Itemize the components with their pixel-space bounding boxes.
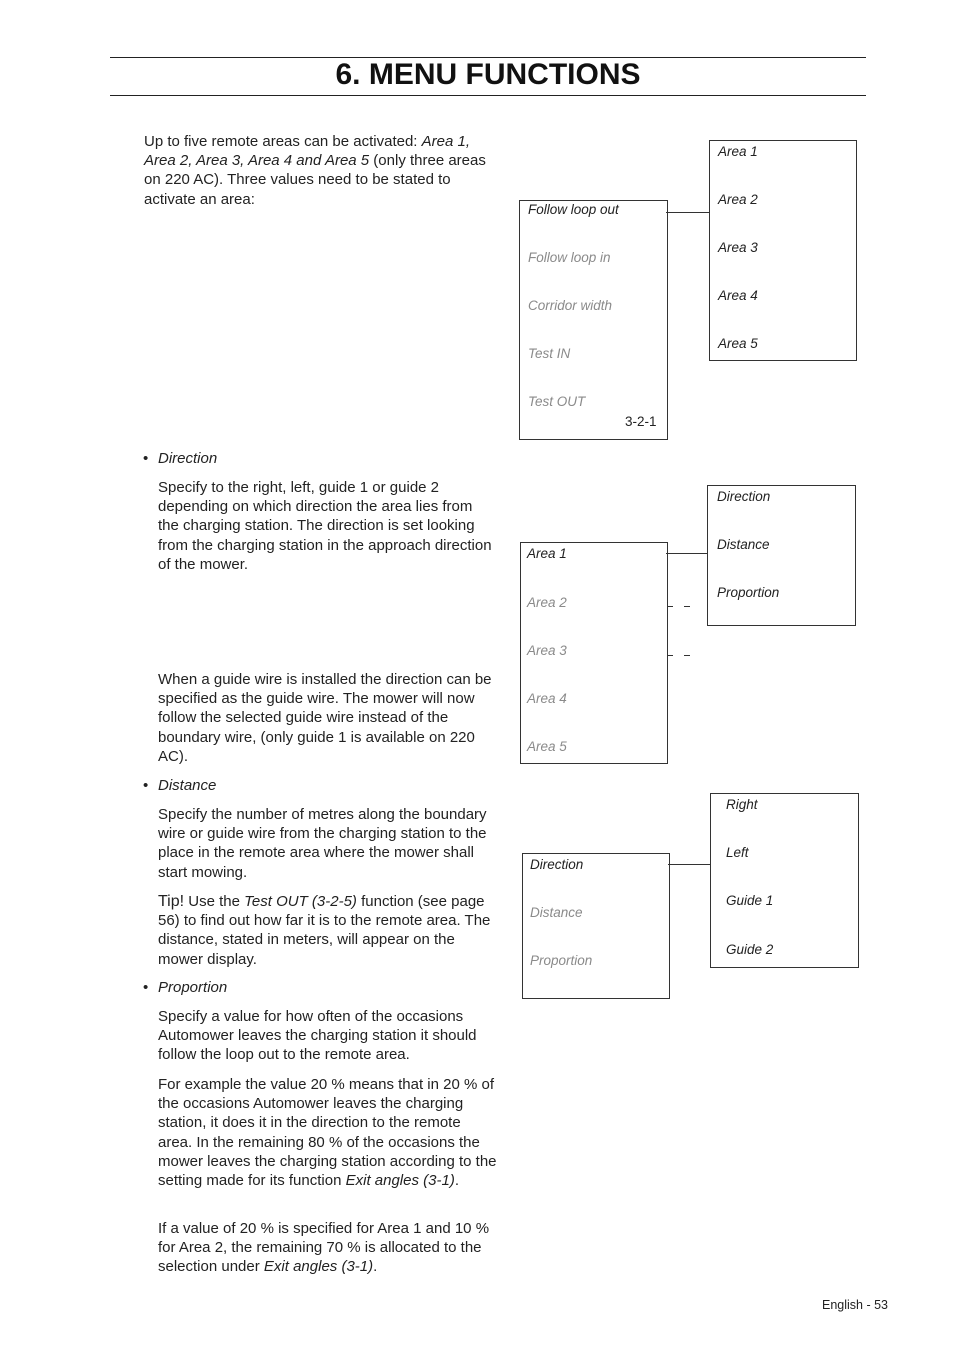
menu-item-area-2: Area 2 [527,595,567,610]
submenu-item-proportion: Proportion [717,585,780,600]
connector-line [668,864,710,865]
connector-line [666,212,709,213]
menu-item-test-out: Test OUT [528,394,586,409]
tip-paragraph [158,892,498,969]
proportion-bullet: • [143,979,149,996]
submenu-item-left: Left [726,845,749,860]
intro-text-2: (only three areas on 220 AC). Three values need to be stated to activate an area: [144,152,486,208]
submenu-item-area-1: Area 1 [718,144,758,159]
menu-item-follow-loop-in: Follow loop in [528,250,611,265]
connector-tick [667,606,673,607]
intro-paragraph [144,132,496,209]
submenu-box-areas [709,140,857,361]
menu-item-direction: Direction [530,857,584,872]
menu-item-distance: Distance [530,905,583,920]
proportion-paragraph-1: Specify a value for how often of the occasions Automower leaves the charging station it should follow the loop out to the remote area. [158,1008,477,1064]
submenu-item-right: Right [726,797,758,812]
menu-box-areas [520,542,668,764]
distance-paragraph: Specify the number of metres along the boundary wire or guide wire from the charging station to the place in the remote area where the mower shall start mowing. [158,806,487,881]
submenu-item-guide-1: Guide 1 [726,893,774,908]
direction-bullet: • [143,450,149,467]
menu-item-proportion: Proportion [530,953,593,968]
distance-bullet: • [143,777,149,794]
intro-areas: Area 1, Area 2, Area 3, Area 4 and Area 5 [144,133,471,170]
intro-text-1: Up to five remote areas can be activated: [144,133,422,150]
menu-box-settings [522,853,670,999]
tip-word: Tip! [158,893,185,910]
connector-line [666,553,707,554]
submenu-item-distance: Distance [717,537,770,552]
menu-item-area-3: Area 3 [527,643,567,658]
menu-item-corridor-width: Corridor width [528,298,613,313]
connector-tick [684,606,690,607]
menu-item-area-1: Area 1 [527,546,567,561]
menu-box-follow-loop [519,200,668,440]
menu-item-area-5: Area 5 [527,739,567,754]
submenu-item-direction: Direction [717,489,771,504]
tip-text-b: function (see page 56) to find out how far it is to the remote area. The distance, stated in meters, will appear on the mower display. [158,893,491,968]
proportion-p3-a: If a value of 20 % is specified for Area 1 and 10 % for Area 2, the remaining 70 % is allocated to the selection under [158,1220,490,1276]
direction-label: Direction [158,450,218,467]
menu-code: 3-2-1 [625,414,657,429]
proportion-p2-a: For example the value 20 % means that in 20 % of the occasions Automower leaves the charging station, it does it in the direction to the remote area. In the remaining 80 % of the occasions the mower leaves the charging station according to the setting made for its function [158,1076,497,1190]
tip-text-a: Use the [184,893,245,910]
header-rule-bottom [110,95,866,96]
submenu-item-guide-2: Guide 2 [726,942,774,957]
submenu-box-area-settings [707,485,856,626]
direction-paragraph-2: When a guide wire is installed the direction can be specified as the guide wire. The mower will now follow the selected guide wire instead of the boundary wire, (only guide 1 is available on 220 AC). [158,671,492,765]
menu-item-area-4: Area 4 [527,691,567,706]
proportion-p3-b: . [373,1258,378,1276]
submenu-box-directions [710,793,859,968]
direction-paragraph-1: Specify to the right, left, guide 1 or guide 2 depending on which direction the area lies from the charging station. The direction is set looking from the charging station in the approach direction of the mower. [158,479,492,573]
page-title: 6. MENU FUNCTIONS [335,58,641,91]
proportion-p2-b: . [454,1172,459,1190]
submenu-item-area-5: Area 5 [718,336,758,351]
connector-tick [684,655,690,656]
page-number: English - 53 [822,1298,889,1312]
submenu-item-area-2: Area 2 [718,192,758,207]
submenu-item-area-3: Area 3 [718,240,758,255]
proportion-paragraph-3 [158,1219,498,1277]
proportion-label: Proportion [158,979,228,996]
proportion-paragraph-2 [158,1075,498,1190]
proportion-p3-italic: Exit angles (3-1) [263,1258,374,1276]
menu-item-test-in: Test IN [528,346,571,361]
connector-tick [667,655,673,656]
proportion-p2-italic: Exit angles (3-1) [345,1172,455,1190]
menu-item-follow-loop-out: Follow loop out [528,202,619,217]
tip-function: Test OUT (3-2-5) [244,893,357,910]
submenu-item-area-4: Area 4 [718,288,758,303]
distance-label: Distance [158,777,217,794]
